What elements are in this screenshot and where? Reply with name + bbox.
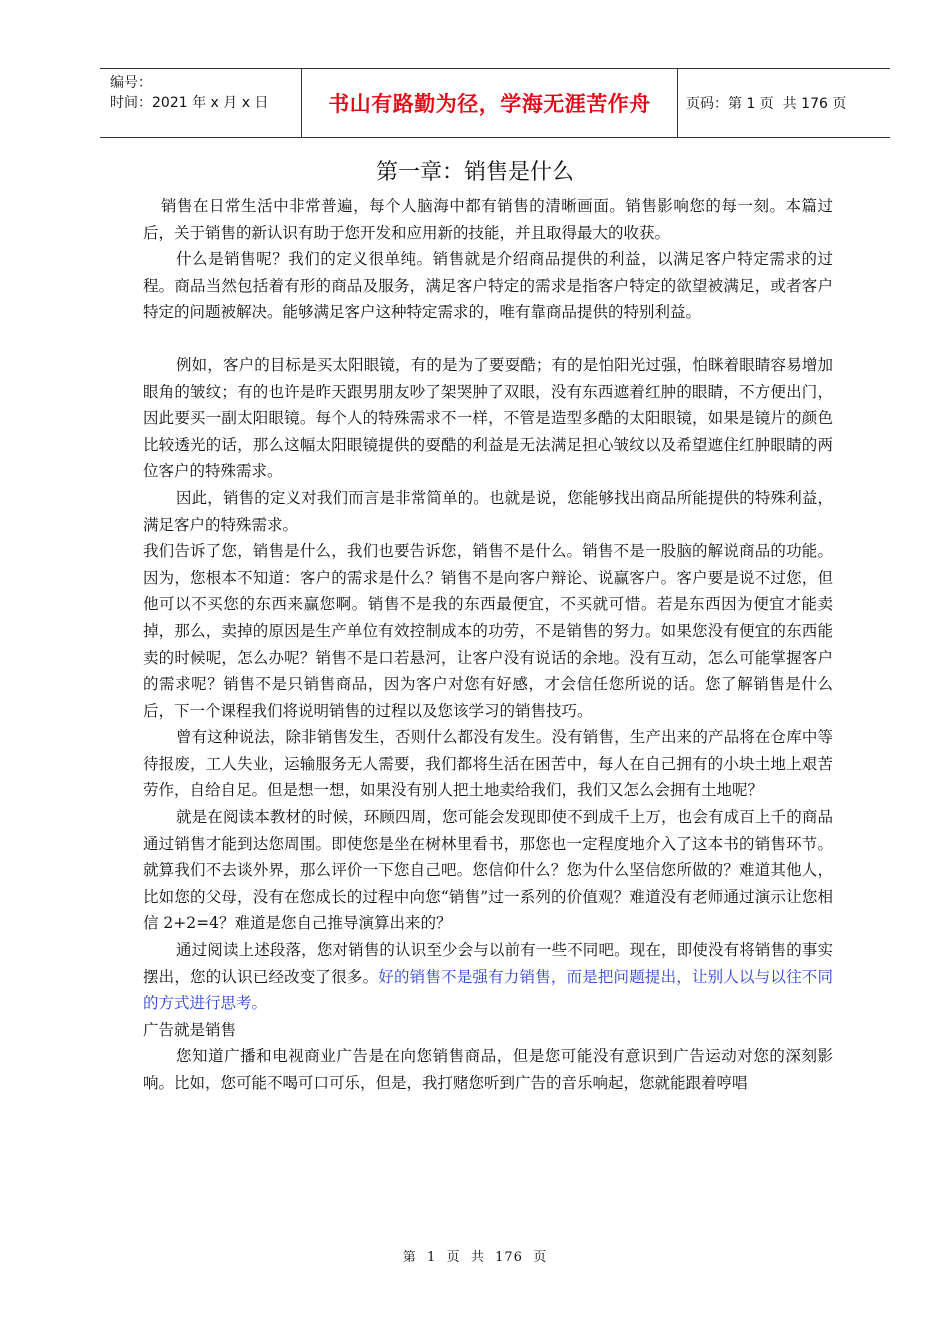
page-info-text: 页码：第 1 页 共 176 页 [686, 96, 847, 112]
paragraph-7: 就是在阅读本教材的时候，环顾四周，您可能会发现即使不到成千上万，也会有成百上千的商品通过销售才能到达您周围。即使您是坐在树林里看书，那您也一定程度地介入了这本书的销售环节。就算我们不去谈外界，那么评价一下您自己吧。您信仰什么？您为什么坚信您所做的？难道其他人，比如您的父母，没有在您成长的过程中向您“销售”过一系列的价值观？难道没有老师通过演示让您相信 2+2=4？难道是您自己推导演算出来的？ [143, 808, 833, 933]
serial-label: 编号： [110, 75, 152, 91]
section-heading: 广告就是销售 [143, 1020, 237, 1039]
paragraph-4: 因此，销售的定义对我们而言是非常简单的。也就是说，您能够找出商品所能提供的特殊利益，满足客户的特殊需求。 [143, 488, 833, 534]
highlighted-sentence: 好的销售不是强有力销售，而是把问题提出，让别人以与以往不同的方式进行思考。 [143, 967, 833, 1013]
paragraph-6: 曾有这种说法，除非销售发生，否则什么都没有发生。没有销售，生产出来的产品将在仓库中等待报废，工人失业，运输服务无人需要，我们都将生活在困苦中，每人在自己拥有的小块土地上艰苦劳作，自给自足。但是想一想，如果没有别人把土地卖给我们，我们又怎么会拥有土地呢？ [143, 728, 833, 800]
paragraph-8 [143, 937, 833, 1017]
footer-page-number: 第 1 页 共 176 页 [402, 1250, 548, 1265]
header-meta [100, 69, 302, 137]
page-header [100, 68, 890, 138]
document-body [143, 193, 833, 1097]
paragraph-2: 什么是销售呢？我们的定义很单纯。销售就是介绍商品提供的利益，以满足客户特定需求的过程。商品当然包括着有形的商品及服务，满足客户特定的需求是指客户特定的欲望被满足，或者客户特定的问题被解决。能够满足客户这种特定需求的，唯有靠商品提供的特别利益。 [143, 250, 833, 322]
chapter-title: 第一章：销售是什么 [375, 160, 574, 185]
blank-line [143, 326, 833, 352]
time-text: 时间：2021 年 x 月 x 日 [110, 95, 269, 111]
paragraph-1: 销售在日常生活中非常普遍，每个人脑海中都有销售的清晰画面。销售影响您的每一刻。本篇过后，关于销售的新认识有助于您开发和应用新的技能，并且取得最大的收获。 [143, 197, 833, 242]
paragraph-3: 例如，客户的目标是买太阳眼镜，有的是为了要耍酷；有的是怕阳光过强，怕眯着眼睛容易增加眼角的皱纹；有的也许是昨天跟男朋友吵了架哭肿了双眼，没有东西遮着红肿的眼睛，不方便出门，因此要买一副太阳眼镜。每个人的特殊需求不一样，不管是造型多酷的太阳眼镜，如果是镜片的颜色比较透光的话，那么这幅太阳眼镜提供的耍酷的利益是无法满足担心皱纹以及希望遮住红肿眼睛的两位客户的特殊需求。 [143, 355, 833, 481]
page-footer [0, 1246, 950, 1265]
header-motto: 书山有路勤为径，学海无涯苦作舟 [302, 69, 678, 137]
header-page-info [678, 69, 890, 137]
paragraph-5: 我们告诉了您，销售是什么，我们也要告诉您，销售不是什么。销售不是一股脑的解说商品的功能。因为，您根本不知道：客户的需求是什么？销售不是向客户辩论、说赢客户。客户要是说不过您，但他可以不买您的东西来赢您啊。销售不是我的东西最便宜，不买就可惜。若是东西因为便宜才能卖掉，那么，卖掉的原因是生产单位有效控制成本的功劳，不是销售的努力。如果您没有便宜的东西能卖的时候呢，怎么办呢？销售不是口若悬河，让客户没有说话的余地。没有互动，怎么可能掌握客户的需求呢？销售不是只销售商品，因为客户对您有好感，才会信任您所说的话。您了解销售是什么后，下一个课程我们将说明销售的过程以及您该学习的销售技巧。 [143, 542, 833, 720]
paragraph-8-text: 通过阅读上述段落，您对销售的认识至少会与以前有一些不同吧。现在，即使没有将销售的事实摆出，您的认识已经改变了很多。 [143, 941, 833, 986]
paragraph-9: 您知道广播和电视商业广告是在向您销售商品，但是您可能没有意识到广告运动对您的深刻影响。比如，您可能不喝可口可乐，但是，我打赌您听到广告的音乐响起，您就能跟着哼唱 [143, 1047, 833, 1092]
